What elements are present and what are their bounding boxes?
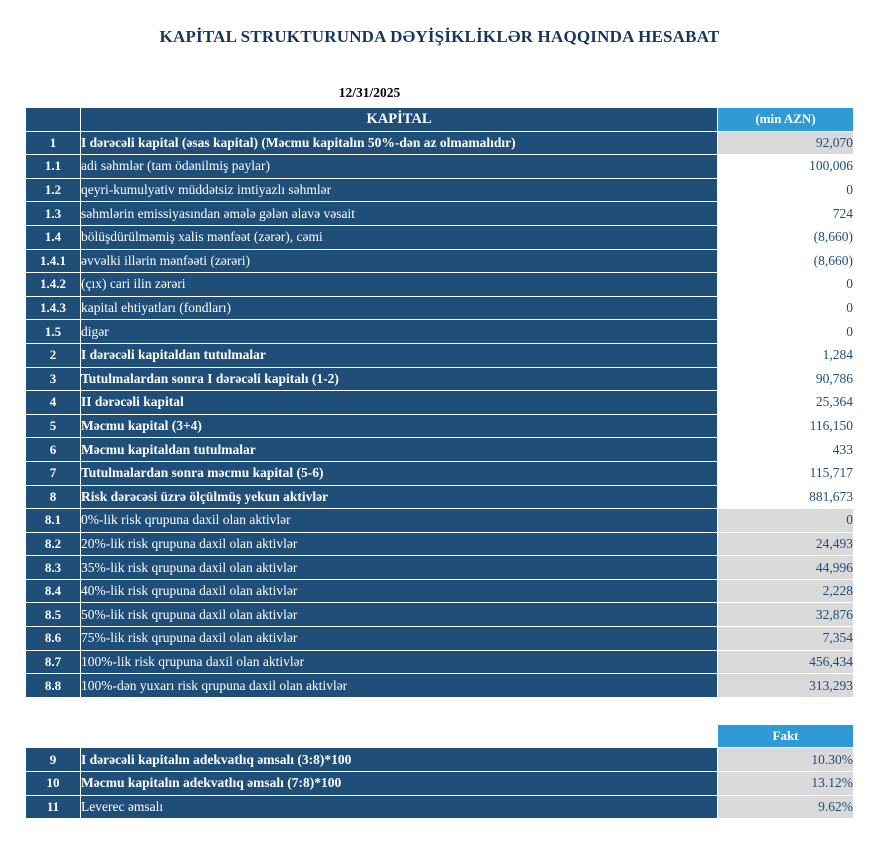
- table-row: [26, 509, 854, 533]
- row-number: 8.8: [26, 674, 81, 698]
- row-value: 313,293: [718, 674, 854, 698]
- table-row: [26, 343, 854, 367]
- row-number: 1.4.1: [26, 249, 81, 273]
- row-value: 7,354: [718, 627, 854, 651]
- row-number: 1.4.2: [26, 273, 81, 297]
- row-label: II dərəcəli kapital: [81, 391, 718, 415]
- ratio-header-blank-label: [81, 724, 718, 748]
- adequacy-ratios-table: [25, 724, 854, 819]
- page-title: KAPİTAL STRUKTURUNDA DƏYİŞİKLİKLƏR HAQQINDA HESABAT: [159, 27, 720, 46]
- table-row: [26, 650, 854, 674]
- row-value: 0: [718, 296, 854, 320]
- table-row: [26, 391, 854, 415]
- row-number: 8.2: [26, 532, 81, 556]
- table-row: [26, 131, 854, 155]
- row-value: 25,364: [718, 391, 854, 415]
- table-row: [26, 461, 854, 485]
- row-label: 35%-lik risk qrupuna daxil olan aktivlər: [81, 556, 718, 580]
- table-row: [26, 532, 854, 556]
- row-number: 4: [26, 391, 81, 415]
- row-label: 20%-lik risk qrupuna daxil olan aktivlər: [81, 532, 718, 556]
- table-row: [26, 202, 854, 226]
- table-row: [26, 556, 854, 580]
- row-number: 9: [26, 748, 81, 772]
- row-number: 1.4: [26, 225, 81, 249]
- row-value: (8,660): [718, 225, 854, 249]
- row-label: 50%-lik risk qrupuna daxil olan aktivlər: [81, 603, 718, 627]
- row-number: 6: [26, 438, 81, 462]
- table-row: [26, 627, 854, 651]
- row-number: 8.4: [26, 579, 81, 603]
- table-row: [26, 367, 854, 391]
- row-number: 1.5: [26, 320, 81, 344]
- row-value: 9.62%: [718, 795, 854, 819]
- row-number: 1.4.3: [26, 296, 81, 320]
- row-label: I dərəcəli kapitaldan tutulmalar: [81, 343, 718, 367]
- row-number: 2: [26, 343, 81, 367]
- row-number: 11: [26, 795, 81, 819]
- row-label: Risk dərəcəsi üzrə ölçülmüş yekun aktivlər: [81, 485, 718, 509]
- row-label: I dərəcəli kapitalın adekvatlıq əmsalı (3:8)*100: [81, 748, 718, 772]
- row-number: 8.5: [26, 603, 81, 627]
- capital-structure-table: [25, 107, 854, 698]
- row-value: 0: [718, 509, 854, 533]
- row-value: 0: [718, 320, 854, 344]
- table-row: [26, 249, 854, 273]
- table-row: [26, 273, 854, 297]
- row-value: 433: [718, 438, 854, 462]
- row-number: 8.1: [26, 509, 81, 533]
- table-row: [26, 438, 854, 462]
- row-label: əvvəlki illərin mənfəəti (zərəri): [81, 249, 718, 273]
- row-number: 7: [26, 461, 81, 485]
- row-number: 8.3: [26, 556, 81, 580]
- table-row: [26, 296, 854, 320]
- row-value: 100,006: [718, 155, 854, 179]
- header-value-cell: (min AZN): [718, 108, 854, 132]
- row-number: 1.2: [26, 178, 81, 202]
- table-row: [26, 178, 854, 202]
- row-value: 0: [718, 273, 854, 297]
- table-header-row: [26, 108, 854, 132]
- row-label: Tutulmalardan sonra I dərəcəli kapitalı (1-2): [81, 367, 718, 391]
- row-value: (8,660): [718, 249, 854, 273]
- row-number: 3: [26, 367, 81, 391]
- row-label: kapital ehtiyatları (fondları): [81, 296, 718, 320]
- row-label: Məcmu kapitaldan tutulmalar: [81, 438, 718, 462]
- row-value: 92,070: [718, 131, 854, 155]
- row-number: 10: [26, 772, 81, 796]
- row-value: 32,876: [718, 603, 854, 627]
- row-value: 881,673: [718, 485, 854, 509]
- row-label: 100%-dən yuxarı risk qrupuna daxil olan aktivlər: [81, 674, 718, 698]
- row-value: 13.12%: [718, 772, 854, 796]
- row-value: 456,434: [718, 650, 854, 674]
- row-value: 90,786: [718, 367, 854, 391]
- table-row: [26, 485, 854, 509]
- row-label: (çıx) cari ilin zərəri: [81, 273, 718, 297]
- row-value: 116,150: [718, 414, 854, 438]
- ratio-header-fakt: Fakt: [718, 724, 854, 748]
- table-row: [26, 748, 854, 772]
- row-value: 24,493: [718, 532, 854, 556]
- row-label: I dərəcəli kapital (əsas kapital) (Məcmu kapitalın 50%-dən az olmamalıdır): [81, 131, 718, 155]
- row-label: digər: [81, 320, 718, 344]
- row-label: qeyri-kumulyativ müddətsiz imtiyazlı səhmlər: [81, 178, 718, 202]
- table-row: [26, 414, 854, 438]
- table-row: [26, 795, 854, 819]
- row-label: 100%-lik risk qrupuna daxil olan aktivlər: [81, 650, 718, 674]
- row-value: 2,228: [718, 579, 854, 603]
- ratio-header-blank-number: [26, 724, 81, 748]
- table-row: [26, 320, 854, 344]
- row-value: 724: [718, 202, 854, 226]
- header-number-cell: [26, 108, 81, 132]
- row-number: 1: [26, 131, 81, 155]
- row-label: adi səhmlər (tam ödənilmiş paylar): [81, 155, 718, 179]
- report-date: 12/31/2025: [338, 85, 401, 100]
- table-row: [26, 772, 854, 796]
- row-label: bölüşdürülməmiş xalis mənfəət (zərər), cəmi: [81, 225, 718, 249]
- table-row: [26, 674, 854, 698]
- table-spacer: [0, 698, 879, 724]
- row-number: 8: [26, 485, 81, 509]
- row-number: 1.1: [26, 155, 81, 179]
- row-value: 1,284: [718, 343, 854, 367]
- row-value: 0: [718, 178, 854, 202]
- table-row: [26, 155, 854, 179]
- row-value: 10.30%: [718, 748, 854, 772]
- ratio-header-row: [26, 724, 854, 748]
- row-label: Tutulmalardan sonra məcmu kapital (5-6): [81, 461, 718, 485]
- row-number: 5: [26, 414, 81, 438]
- row-number: 8.7: [26, 650, 81, 674]
- row-label: 0%-lik risk qrupuna daxil olan aktivlər: [81, 509, 718, 533]
- table-row: [26, 579, 854, 603]
- row-value: 115,717: [718, 461, 854, 485]
- row-label: 75%-lik risk qrupuna daxil olan aktivlər: [81, 627, 718, 651]
- table-row: [26, 225, 854, 249]
- row-label: Məcmu kapital (3+4): [81, 414, 718, 438]
- row-label: 40%-lik risk qrupuna daxil olan aktivlər: [81, 579, 718, 603]
- row-label: Leverec əmsalı: [81, 795, 718, 819]
- header-label-cell: KAPİTAL: [81, 108, 718, 132]
- row-value: 44,996: [718, 556, 854, 580]
- table-row: [26, 603, 854, 627]
- row-number: 1.3: [26, 202, 81, 226]
- row-label: səhmlərin emissiyasından əmələ gələn əlavə vəsait: [81, 202, 718, 226]
- row-number: 8.6: [26, 627, 81, 651]
- row-label: Məcmu kapitalın adekvatlıq əmsalı (7:8)*100: [81, 772, 718, 796]
